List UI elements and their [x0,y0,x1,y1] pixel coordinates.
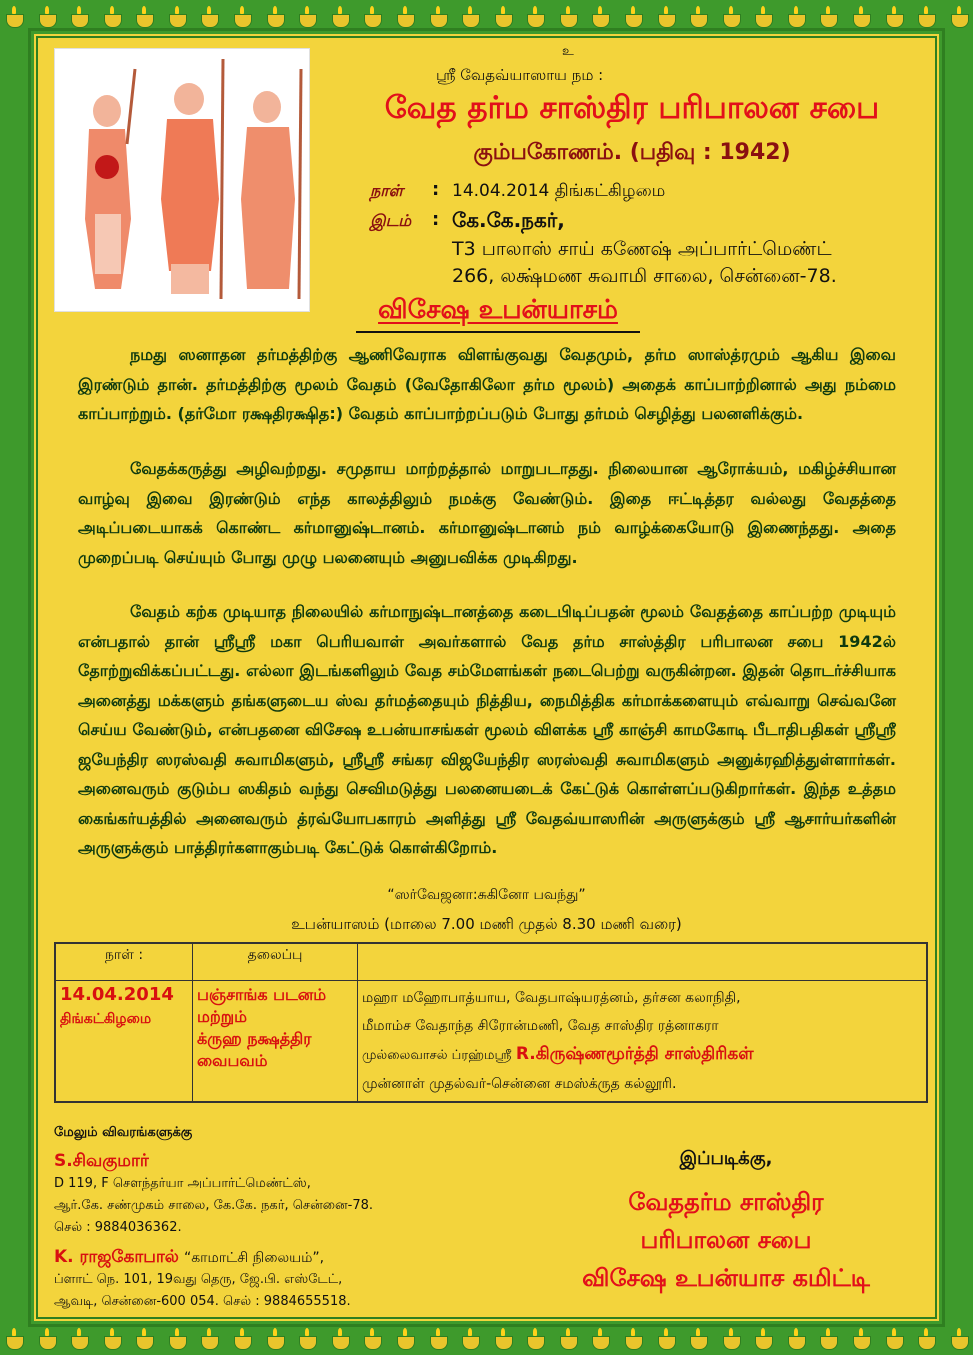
lamp-icon [884,6,904,28]
venue-building: T3 பாலாஸ் சாய் கணேஷ் அப்பார்ட்மெண்ட் [452,238,832,260]
invocation: ஸ்ரீ வேதவ்யாஸாய நம : [436,66,604,84]
program-day: திங்கட்கிழமை [60,1011,152,1027]
lamp-icon [134,6,154,28]
lamp-icon [134,1328,154,1350]
lamp-icon [786,6,806,28]
lamp-icon [786,1328,806,1350]
topic-line: வைபவம் [197,1051,268,1070]
lamp-icon [493,6,513,28]
lamp-icon [558,6,578,28]
venue-street: 266, லக்ஷ்மண சுவாமி சாலை, சென்னை-78. [452,265,837,287]
lamp-icon [428,1328,448,1350]
contact-1-address-1: D 119, F சௌந்தர்யா அப்பார்ட்மெண்ட்ஸ், [54,1176,311,1191]
signature-line-1: வேததர்ம சாஸ்திர [628,1187,824,1216]
lamp-icon [460,1328,480,1350]
contact-1-name: S.சிவகுமார் [54,1151,149,1171]
lamp-icon [232,6,252,28]
blessing-quote: “ஸர்வேஜனா:சுகினோ பவந்து” [387,887,586,903]
lamp-icon [753,1328,773,1350]
table-header-row [55,943,927,981]
lamp-icon [721,1328,741,1350]
lamp-icon [69,1328,89,1350]
lamp-icon [623,6,643,28]
paragraph-2: வேதக்கருத்து அழிவற்றது. சமுதாய மாற்றத்தால் மாறுபடாதது. நிலையான ஆரோக்யம், மகிழ்ச்சியான வாழ்வு இவை இரண்டும் எந்த காலத்திலும் நமக்கு வேண்டும். இதை ஈட்டித்தர வல்லது வேதத்தை அடிப்படையாகக் கொண்ட கர்மானுஷ்டானம். கர்மானுஷ்டானம் நம் வாழ்க்கையோடு இணைந்தது. அதை முறைப்படி செய்யும் போது முழு பலனையும் அனுபவிக்க முடிகிறது. [78,459,896,567]
contact-2-name: K. ராஜகோபால் [54,1247,179,1267]
acharyas-photo [54,48,310,312]
lamp-icon [102,6,122,28]
lamp-icon [949,6,969,28]
lamp-icon [558,1328,578,1350]
date-label: நாள் [370,181,404,200]
contact-heading: மேலும் விவரங்களுக்கு [54,1125,193,1140]
lamp-icon [362,1328,382,1350]
contact-2-address-2: ஆவடி, சென்னை-600 054. செல் : 9884655518. [54,1294,351,1309]
speaker-name-line [362,1040,922,1070]
lamp-icon [428,6,448,28]
topic-line: பஞ்சாங்க படனம் [197,985,327,1004]
pillaiyar-suzhi: உ [562,44,574,59]
date-colon: : [432,179,440,200]
lamp-icon [590,1328,610,1350]
lamp-row-top [4,6,969,28]
signature-block [526,1148,926,1297]
lamp-icon [330,1328,350,1350]
lamp-icon [818,1328,838,1350]
contact-1-phone: செல் : 9884036362. [54,1220,182,1235]
event-date: 14.04.2014 திங்கட்கிழமை [452,181,666,201]
header-date: நாள் : [55,943,193,981]
header-speaker [358,943,928,981]
lamp-icon [37,1328,57,1350]
lamp-icon [753,6,773,28]
speaker-title-1: மஹா மஹோபாத்யாய, வேதபாஷ்யரத்னம், தர்சன கலாநிதி, [362,990,741,1006]
signature-line-2: பரிபாலன சபை [640,1225,812,1254]
contact-2-house: “காமாட்சி நிலையம்”, [183,1250,325,1266]
lamp-icon [525,6,545,28]
lamp-icon [884,1328,904,1350]
lamp-icon [525,1328,545,1350]
lamp-icon [493,1328,513,1350]
speaker-designation: முன்னாள் முதல்வர்-சென்னை சமஸ்க்ருத கல்லூரி. [362,1076,677,1092]
lamp-icon [362,6,382,28]
lamp-icon [395,6,415,28]
lamp-icon [656,1328,676,1350]
lamp-icon [851,1328,871,1350]
upanyasam-timing: உபன்யாஸம் (மாலை 7.00 மணி முதல் 8.30 மணி வரை) [291,915,682,933]
program-date: 14.04.2014 [60,984,174,1005]
contact-block [54,1125,494,1313]
topic-line: மற்றும் [197,1007,248,1026]
lamp-icon [688,6,708,28]
program-table [54,942,928,1103]
lamp-icon [265,1328,285,1350]
venue-area: கே.கே.நகர், [452,208,565,232]
paragraph-3: வேதம் கற்க முடியாத நிலையில் கர்மாநுஷ்டானத்தை கடைபிடிப்பதன் மூலம் வேதத்தை காப்பற்ற முடியும் என்பதால் தான் ஸ்ரீஸ்ரீ மகா பெரியவாள் அவர்களால் வேத தர்ம சாஸ்த்திர பரிபாலன சபை 1942ல் தோற்றுவிக்கப்பட்டது. எல்லா இடங்களிலும் வேத சம்மேளங்கள் நடைபெற்று வருகின்றன. இதன் தொடர்ச்சியாக அனைத்து மக்களும் தங்களுடைய ஸ்வ தர்மத்தையும் நித்திய, நைமித்திக கர்மாக்களையும் எவ்வாறு செவ்வனே செய்ய வேண்டும், என்பதனை விசேஷ உபன்யாசங்கள் மூலம் விளக்க ஸ்ரீ காஞ்சி காமகோடி பீடாதிபதிகள் ஸ்ரீஸ்ரீ ஜயேந்திர ஸரஸ்வதி சுவாமிகளும், ஸ்ரீஸ்ரீ சங்கர விஜயேந்திர ஸரஸ்வதி சுவாமிகளும் அனுக்ரஹித்துள்ளார்கள். அனைவரும் குடும்ப ஸகிதம் வந்து செவிமடுத்து பலனையடைக் கேட்டுக் கொள்ளப்படுகிறார்கள். இந்த உத்தம கைங்கர்யத்தில் அனைவரும் த்ரவ்யோபகாரம் அளித்து ஸ்ரீ வேதவ்யாஸரின் அருளுக்கும் ஸ்ரீ ஆசார்யர்களின் அருளுக்கும் பாத்திரர்களாகும்படி கேட்டுக் கொள்கிறோம். [78,602,896,857]
lamp-icon [656,6,676,28]
lamp-icon [721,6,741,28]
lamp-icon [102,1328,122,1350]
lamp-row-bottom [4,1328,969,1350]
paragraph-1: நமது ஸனாதன தர்மத்திற்கு ஆணிவேராக விளங்குவது வேதமும், தர்ம ஸாஸ்த்ரமும் ஆகிய இவை இரண்டும் தான். தர்மத்திற்கு மூலம் வேதம் (வேதோகிலோ தர்ம மூலம்) அதைக் காப்பாற்றினால் அது நம்மை காப்பாற்றும். (தர்மோ ரக்ஷதிரக்ஷித:) வேதம் காப்பாற்றப்படும் போது தர்மம் செழித்து பலனளிக்கும். [78,345,896,423]
cell-speaker [358,981,928,1103]
lamp-icon [916,6,936,28]
lamp-icon [688,1328,708,1350]
lamp-icon [4,1328,24,1350]
lamp-icon [69,6,89,28]
lamp-icon [851,6,871,28]
contact-1-address-2: ஆர்.கே. சண்முகம் சாலை, கே.கே. நகர், சென்னை-78. [54,1198,374,1213]
place-colon: : [432,209,440,230]
lamp-icon [297,6,317,28]
lamp-icon [167,6,187,28]
lamp-icon [232,1328,252,1350]
lamp-icon [199,6,219,28]
lamp-icon [37,6,57,28]
speaker-name: R.கிருஷ்ணமூர்த்தி சாஸ்திரிகள் [515,1044,754,1064]
place-label: இடம் [370,211,412,230]
contact-2-address-1: ப்ளாட் நெ. 101, 19வது தெரு, ஜே.பி. எஸ்டேட், [54,1272,343,1287]
speaker-prefix: முல்லைவாசல் ப்ரஹ்மஸ்ரீ [362,1048,512,1063]
topic-line: க்ருஹ நக்ஷத்திர [197,1029,312,1048]
lamp-icon [4,6,24,28]
contact-2-header [54,1247,494,1269]
lamp-icon [949,1328,969,1350]
lamp-icon [395,1328,415,1350]
lamp-icon [297,1328,317,1350]
lamp-icon [265,6,285,28]
section-title: விசேஷ உபன்யாசம் [378,295,618,325]
signature-line-3: விசேஷ உபன்யாச கமிட்டி [582,1263,870,1292]
speaker-title-2: மீமாம்ச வேதாந்த சிரோன்மணி, வேத சாஸ்திர ரத்னாகரா [362,1018,719,1034]
lamp-icon [330,6,350,28]
main-content [40,40,933,1315]
lamp-icon [590,6,610,28]
page-title: வேத தர்ம சாஸ்திர பரிபாலன சபை [384,90,880,126]
cell-topic [193,981,358,1103]
lamp-icon [199,1328,219,1350]
table-row [55,981,927,1103]
section-underline [356,331,640,333]
lamp-icon [623,1328,643,1350]
lamp-icon [916,1328,936,1350]
lamp-icon [460,6,480,28]
header-topic: தலைப்பு [193,943,358,981]
lamp-icon [167,1328,187,1350]
page-subtitle: கும்பகோணம். (பதிவு : 1942) [473,140,791,165]
signature-ippadikku: இப்படிக்கு, [679,1148,773,1169]
cell-date [55,981,193,1103]
lamp-icon [818,6,838,28]
